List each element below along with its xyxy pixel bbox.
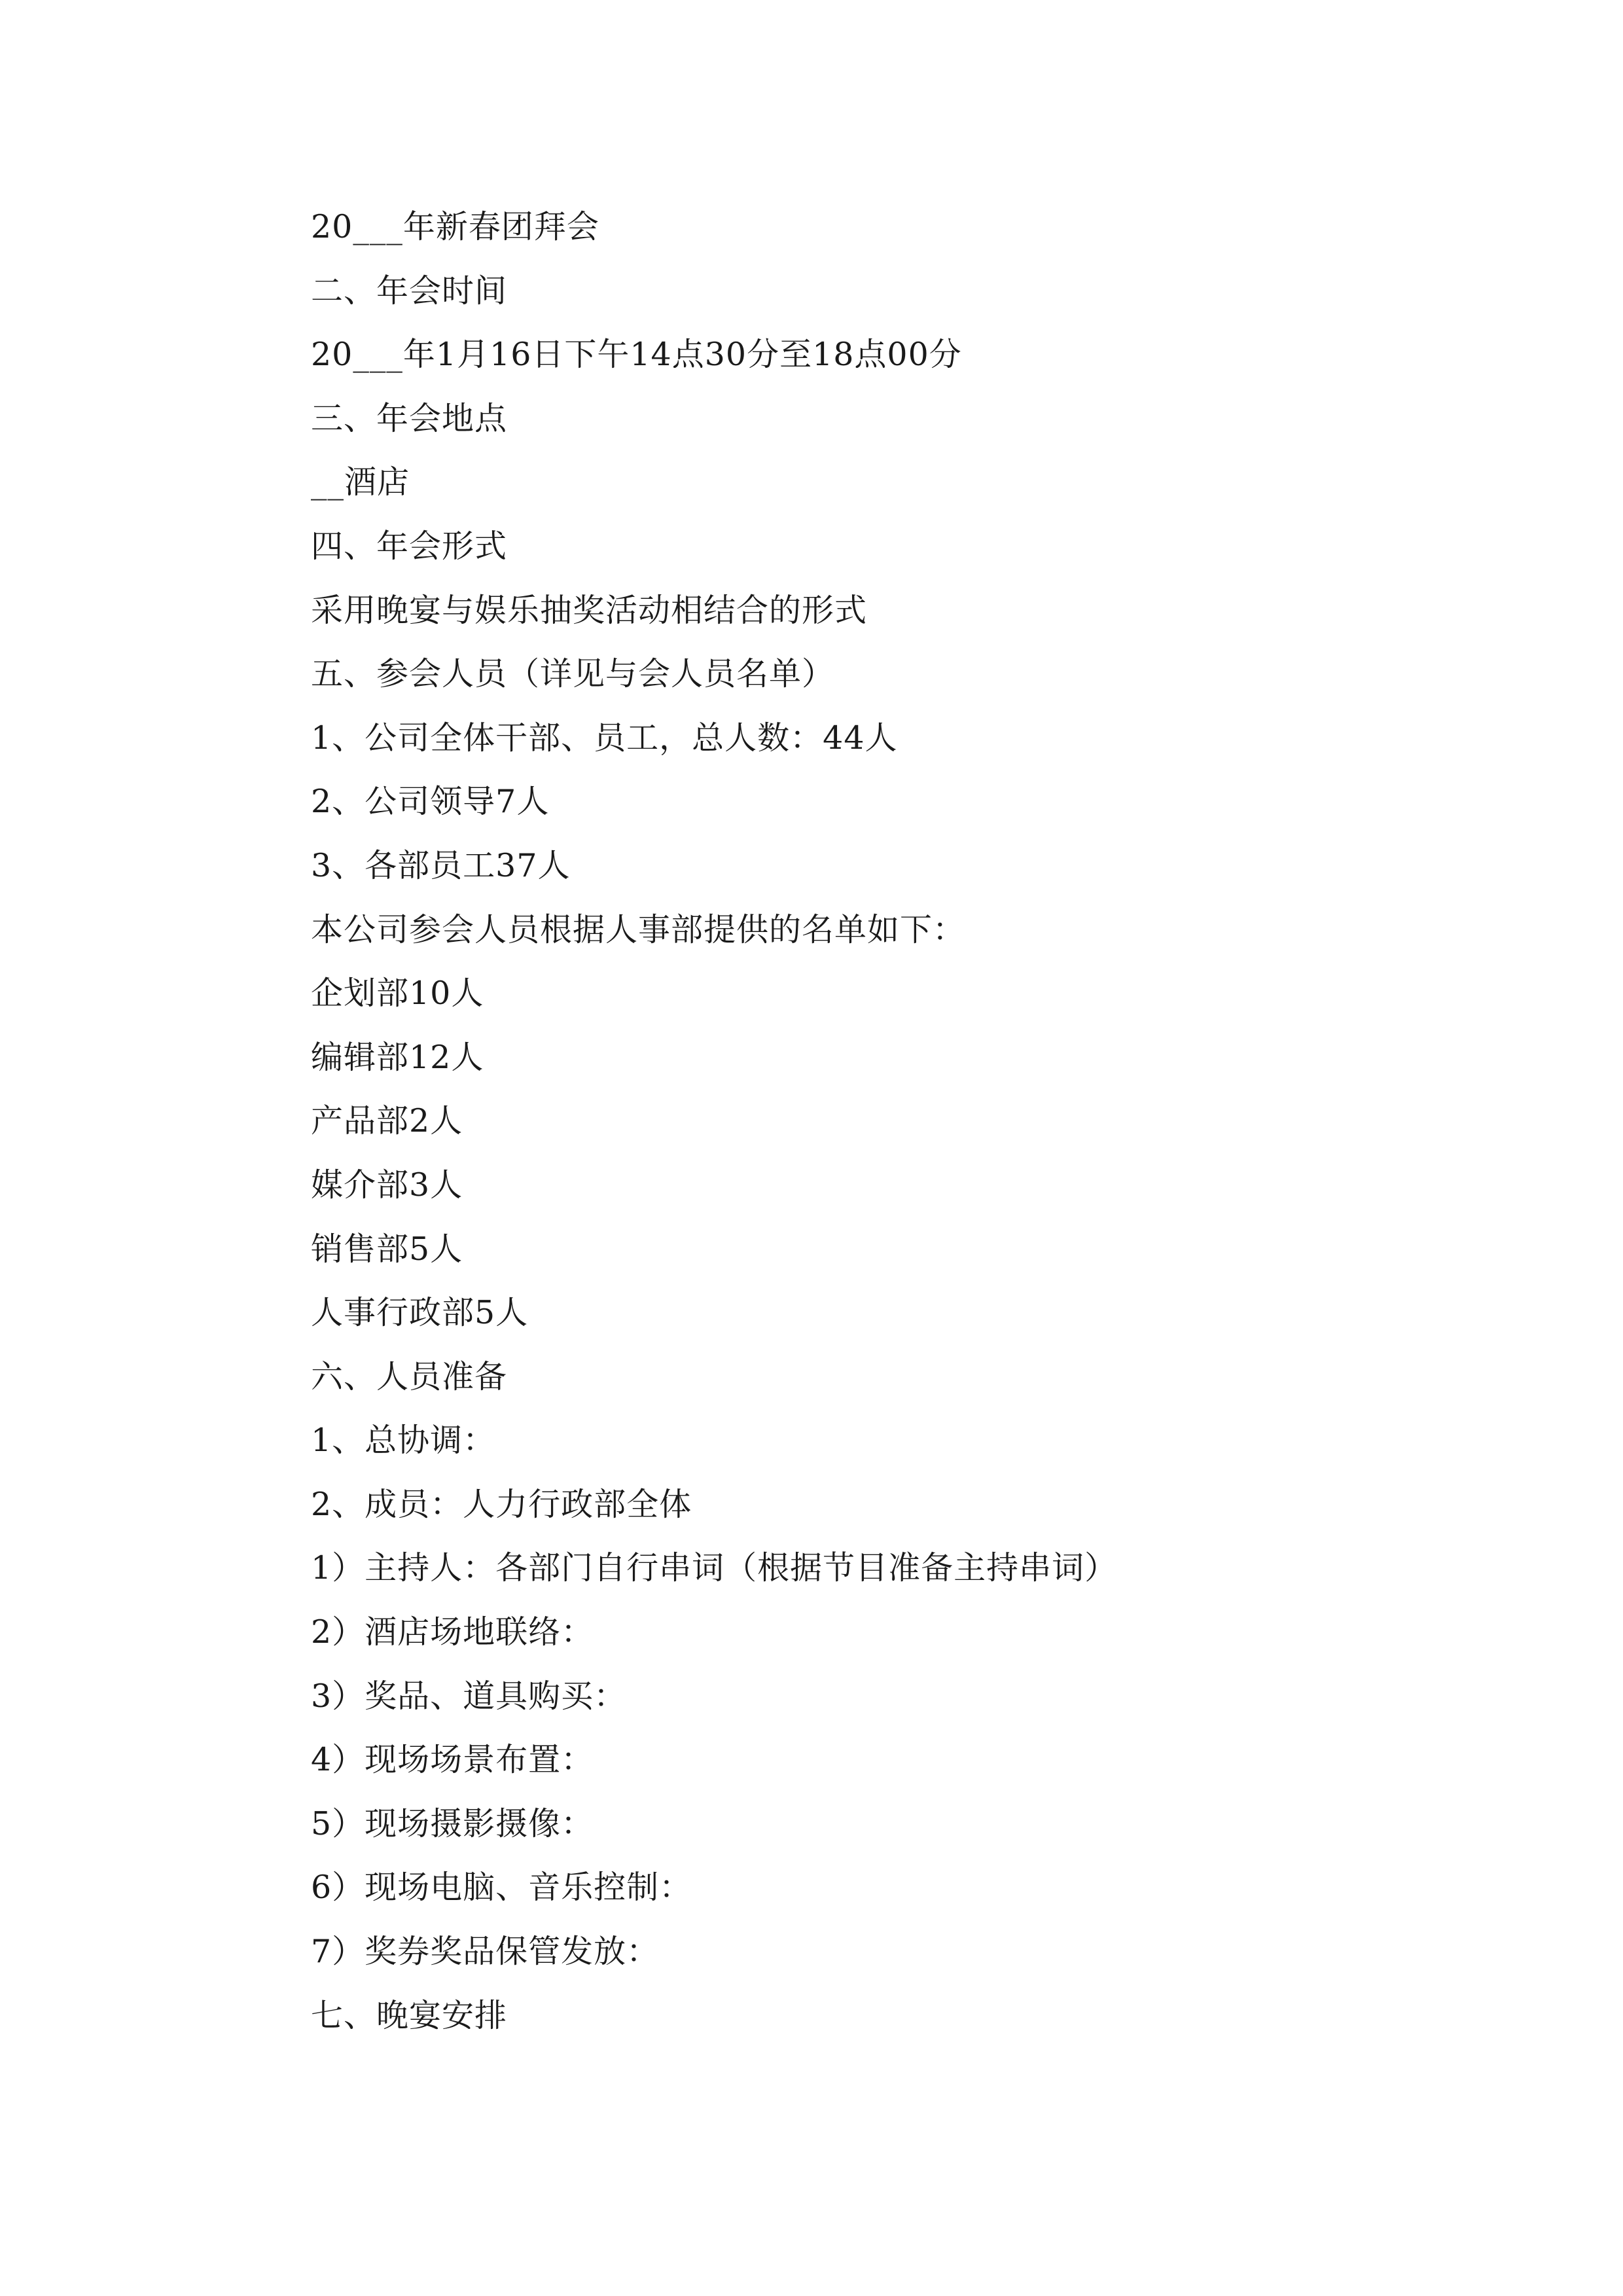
task-venue-contact: 2）酒店场地联络： (311, 1613, 594, 1651)
document-body (311, 195, 1489, 2047)
dept-planning: 企划部10人 (311, 975, 484, 1013)
attendees-leaders: 2、公司领导7人 (311, 783, 550, 821)
task-photography: 5）现场摄影摄像： (311, 1804, 594, 1842)
section-heading-format: 四、年会形式 (311, 527, 508, 565)
task-host: 1）主持人：各部门自行串词（根据节目准备主持串词） (311, 1549, 1118, 1587)
dept-media: 媒介部3人 (311, 1166, 463, 1204)
attendees-total: 1、公司全体干部、员工，总人数：44人 (311, 719, 898, 757)
dept-hr-admin: 人事行政部5人 (311, 1294, 529, 1332)
task-scene-setup: 4）现场场景布置： (311, 1741, 594, 1779)
task-prize-purchase: 3）奖品、道具购买： (311, 1677, 627, 1715)
task-prize-custody: 7）奖券奖品保管发放： (311, 1933, 660, 1971)
section-heading-banquet: 七、晚宴安排 (311, 1996, 508, 2034)
dept-editorial: 编辑部12人 (311, 1038, 484, 1076)
section-heading-staffing: 六、人员准备 (311, 1357, 508, 1395)
dept-sales: 销售部5人 (311, 1230, 463, 1268)
section-heading-time: 二、年会时间 (311, 272, 508, 310)
event-time-text: 20___年1月16日下午14点30分至18点00分 (311, 336, 962, 374)
staffing-members: 2、成员：人力行政部全体 (311, 1485, 692, 1523)
attendees-list-intro: 本公司参会人员根据人事部提供的名单如下： (311, 910, 966, 948)
event-title: 20___年新春团拜会 (311, 208, 599, 245)
attendees-staff: 3、各部员工37人 (311, 846, 571, 884)
event-format-text: 采用晚宴与娱乐抽奖活动相结合的形式 (311, 591, 868, 629)
staffing-coordinator: 1、总协调： (311, 1422, 496, 1460)
dept-product: 产品部2人 (311, 1102, 463, 1140)
section-heading-attendees: 五、参会人员（详见与会人员名单） (311, 655, 835, 693)
section-heading-venue: 三、年会地点 (311, 399, 508, 437)
task-computer-music: 6）现场电脑、音乐控制： (311, 1869, 692, 1907)
event-venue-text: __酒店 (311, 463, 410, 501)
